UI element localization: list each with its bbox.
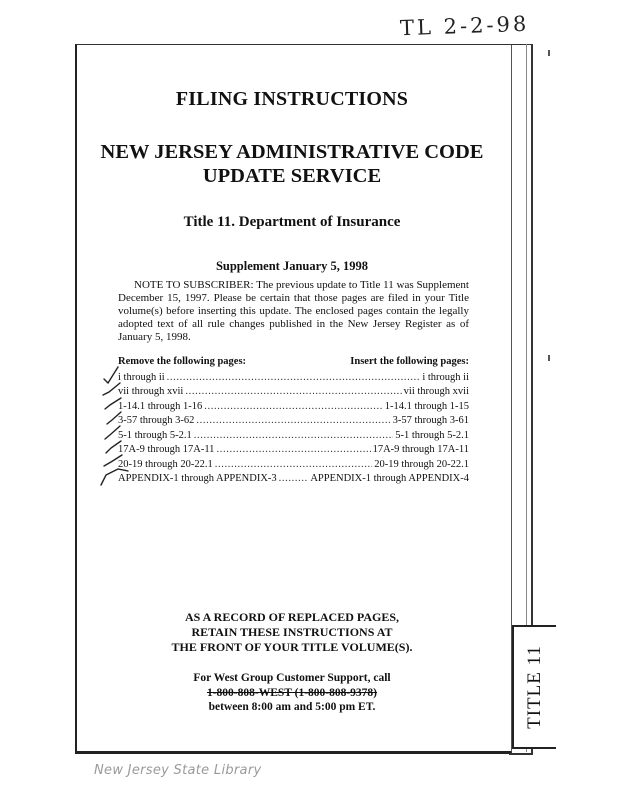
support-phone: 1-800-808-WEST (1-800-808-9378)	[206, 686, 378, 699]
side-tab-label: TITLE 11	[524, 645, 545, 729]
customer-support-info	[75, 671, 509, 715]
check-mark	[105, 426, 120, 439]
check-mark	[104, 367, 118, 383]
insert-range: 5-1 through 5-2.1	[395, 429, 469, 441]
insert-range: vii through xvii	[403, 386, 469, 397]
record-line: RETAIN THESE INSTRUCTIONS AT	[191, 625, 393, 639]
insert-range: 3-57 through 3-61	[392, 415, 469, 426]
insert-range: i through ii	[422, 371, 469, 383]
subscriber-note-text: NOTE TO SUBSCRIBER: The previous update to Title 11 was Supplement December 15, 1997. Please be certain that those pages are filed in your Title volume(s) before inserting this update. The enclosed pages contain the legally adopted text of all rule changes published in the New Jersey Register as of January 5, 1998.	[118, 279, 469, 344]
list-item	[118, 383, 469, 398]
list-item	[118, 426, 469, 441]
library-stamp: New Jersey State Library	[94, 763, 262, 778]
remove-range: vii through xvii	[118, 386, 184, 397]
title-side-tab	[512, 625, 556, 749]
list-item	[118, 397, 469, 412]
leader-dots	[216, 444, 370, 455]
support-line: For West Group Customer Support, call	[193, 672, 391, 684]
leader-dots	[196, 415, 390, 426]
list-item	[118, 368, 469, 383]
side-tick-mark	[548, 50, 550, 56]
remove-range: i through ii	[118, 371, 165, 383]
check-mark	[101, 469, 128, 485]
page-replacement-list	[118, 356, 469, 484]
supplement-heading: Supplement January 5, 1998	[215, 259, 369, 273]
handwritten-date-note: TL 2-2-98	[399, 11, 530, 41]
record-line: THE FRONT OF YOUR TITLE VOLUME(S).	[171, 640, 413, 654]
list-item	[118, 412, 469, 427]
record-line: AS A RECORD OF REPLACED PAGES,	[184, 610, 400, 624]
insert-range: 20-19 through 20-22.1	[374, 458, 469, 470]
leader-dots	[279, 473, 309, 484]
leader-dots	[194, 430, 393, 441]
leader-dots	[204, 401, 382, 412]
subscriber-note	[118, 279, 469, 344]
check-mark	[104, 455, 122, 466]
remove-range: 17A-9 through 17A-11	[118, 444, 215, 455]
list-header	[118, 356, 469, 367]
code-heading	[75, 140, 509, 188]
insert-range: 1-14.1 through 1-15	[384, 400, 469, 412]
title-section-heading: Title 11. Department of Insurance	[183, 214, 401, 230]
code-heading-line2: UPDATE SERVICE	[202, 165, 382, 187]
remove-range: 3-57 through 3-62	[118, 415, 195, 426]
leader-dots	[185, 386, 401, 397]
remove-heading: Remove the following pages:	[118, 356, 247, 367]
page-title: FILING INSTRUCTIONS	[175, 88, 409, 110]
insert-range: 17A-9 through 17A-11	[372, 444, 469, 455]
list-item	[118, 441, 469, 456]
record-instructions	[75, 610, 509, 655]
check-mark	[107, 412, 121, 424]
remove-range: 5-1 through 5-2.1	[118, 429, 192, 441]
leader-dots	[167, 372, 421, 383]
remove-range: 20-19 through 20-22.1	[118, 458, 213, 470]
remove-range: APPENDIX-1 through APPENDIX-3	[118, 473, 277, 484]
leader-dots	[215, 459, 372, 470]
list-item	[118, 455, 469, 470]
check-mark	[106, 441, 121, 453]
handwritten-check-marks	[94, 362, 134, 492]
side-tick-mark	[548, 355, 550, 361]
list-item	[118, 470, 469, 485]
check-mark	[105, 398, 121, 409]
check-mark	[103, 383, 120, 395]
insert-range: APPENDIX-1 through APPENDIX-4	[310, 473, 469, 484]
insert-heading: Insert the following pages:	[350, 356, 469, 367]
support-hours: between 8:00 am and 5:00 pm ET.	[208, 701, 376, 713]
remove-range: 1-14.1 through 1-16	[118, 400, 203, 412]
code-heading-line1: NEW JERSEY ADMINISTRATIVE CODE	[100, 141, 484, 163]
